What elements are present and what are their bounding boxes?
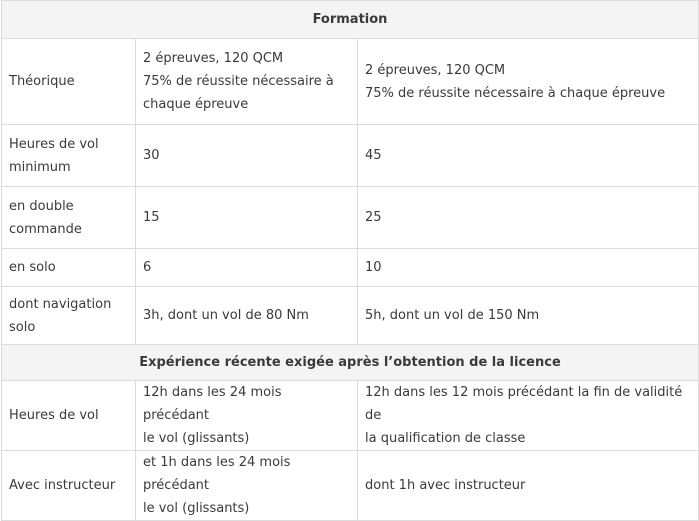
section-header-row <box>2 1 699 39</box>
section-title-experience: Expérience récente exigée après l’obtention de la licence <box>2 345 699 381</box>
table-row-en-solo <box>2 249 699 287</box>
table-row-avec-instructeur <box>2 451 699 521</box>
cell-col2: 12h dans les 12 mois précédant la fin de validité de la qualification de classe <box>358 381 699 451</box>
row-label: dont navigation solo <box>2 287 136 345</box>
cell-col1: 12h dans les 24 mois précédant le vol (glissants) <box>136 381 358 451</box>
cell-col2: 2 épreuves, 120 QCM 75% de réussite nécessaire à chaque épreuve <box>358 39 699 125</box>
table-row-theorique <box>2 39 699 125</box>
table-row-heures-de-vol <box>2 381 699 451</box>
cell-col2: 25 <box>358 187 699 249</box>
cell-col1: 3h, dont un vol de 80 Nm <box>136 287 358 345</box>
cell-col1: 6 <box>136 249 358 287</box>
table-row-dont-navigation-solo <box>2 287 699 345</box>
cell-col2: 10 <box>358 249 699 287</box>
cell-col1: 2 épreuves, 120 QCM 75% de réussite nécessaire à chaque épreuve <box>136 39 358 125</box>
row-label: Heures de vol minimum <box>2 125 136 187</box>
cell-col1: et 1h dans les 24 mois précédant le vol (glissants) <box>136 451 358 521</box>
cell-col1: 15 <box>136 187 358 249</box>
table-row-en-double-commande <box>2 187 699 249</box>
licence-comparison-table <box>1 0 699 521</box>
table-row-heures-de-vol-minimum <box>2 125 699 187</box>
cell-col2: 45 <box>358 125 699 187</box>
cell-col1: 30 <box>136 125 358 187</box>
row-label: en double commande <box>2 187 136 249</box>
section-title-formation: Formation <box>2 1 699 39</box>
row-label: Heures de vol <box>2 381 136 451</box>
cell-col2: dont 1h avec instructeur <box>358 451 699 521</box>
section-header-row <box>2 345 699 381</box>
cell-col2: 5h, dont un vol de 150 Nm <box>358 287 699 345</box>
row-label: Avec instructeur <box>2 451 136 521</box>
row-label: Théorique <box>2 39 136 125</box>
row-label: en solo <box>2 249 136 287</box>
